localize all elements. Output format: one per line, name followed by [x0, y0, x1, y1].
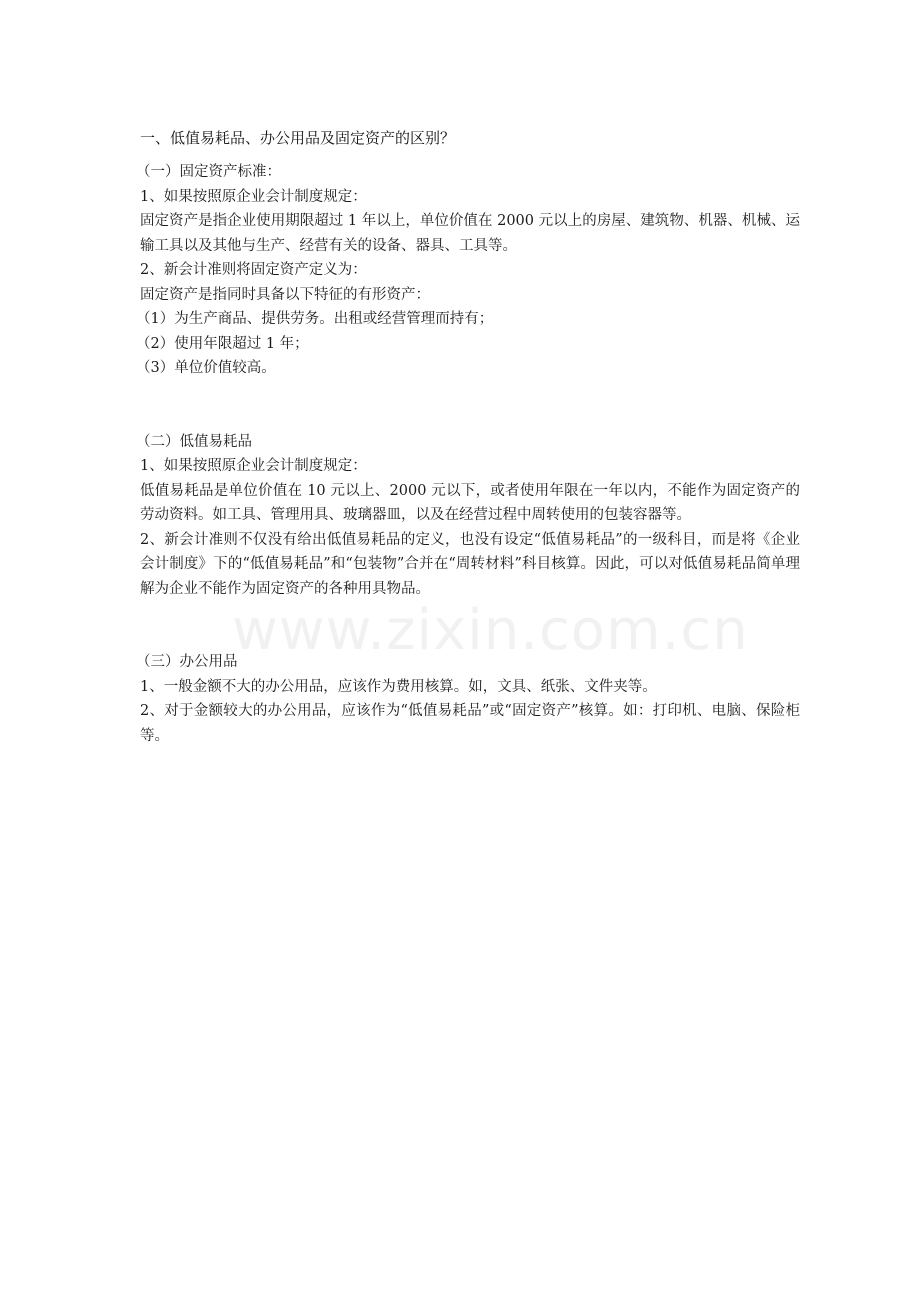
section-spacer — [140, 381, 800, 430]
paragraph: 低值易耗品是单位价值在 10 元以上、2000 元以下，或者使用年限在一年以内，不能作为固定资产的劳动资料。如工具、管理用具、玻璃器皿，以及在经营过程中周转使用的包装容器等。 — [140, 482, 800, 523]
paragraph: 固定资产是指同时具备以下特征的有形资产： — [140, 286, 430, 303]
list-item: （2）使用年限超过 1 年； — [136, 335, 309, 352]
section-office-supplies — [136, 650, 800, 748]
document-title: 一、低值易耗品、办公用品及固定资产的区别？ — [140, 129, 456, 147]
list-item: （1）为生产商品、提供劳务。出租或经营管理而持有； — [136, 311, 494, 327]
section-heading: （三）办公用品 — [136, 654, 238, 670]
paragraph: 1、如果按照原企业会计制度规定： — [140, 188, 367, 205]
paragraph: 2、新会计准则不仅没有给出低值易耗品的定义，也没有设定“低值易耗品”的一级科目，而是将《企业会计制度》下的“低值易耗品”和“包装物”合并在“周转材料”科目核算。因此，可以对低值易耗品简单理解为企业不能作为固定资产的各种用具物品。 — [140, 531, 800, 597]
paragraph: 1、如果按照原企业会计制度规定： — [140, 458, 367, 474]
section-heading: （二）低值易耗品 — [136, 433, 252, 450]
paragraph: 2、新会计准则将固定资产定义为： — [140, 262, 367, 278]
paragraph: 2、对于金额较大的办公用品，应该作为“低值易耗品”或“固定资产”核算。如：打印机、电脑、保险柜等。 — [140, 703, 800, 744]
list-item: （3）单位价值较高。 — [136, 360, 276, 376]
document-page — [136, 126, 800, 748]
section-heading: （一）固定资产标准： — [136, 164, 281, 180]
section-spacer — [140, 601, 800, 650]
watermark: www.zixin.com.cn — [232, 598, 749, 663]
section-low-value-consumables — [136, 430, 800, 602]
section-fixed-assets — [136, 160, 800, 381]
paragraph: 固定资产是指企业使用期限超过 1 年以上，单位价值在 2000 元以上的房屋、建筑物、机器、机械、运输工具以及其他与生产、经营有关的设备、器具、工具等。 — [140, 213, 800, 254]
paragraph: 1、一般金额不大的办公用品，应该作为费用核算。如，文具、纸张、文件夹等。 — [140, 678, 657, 695]
